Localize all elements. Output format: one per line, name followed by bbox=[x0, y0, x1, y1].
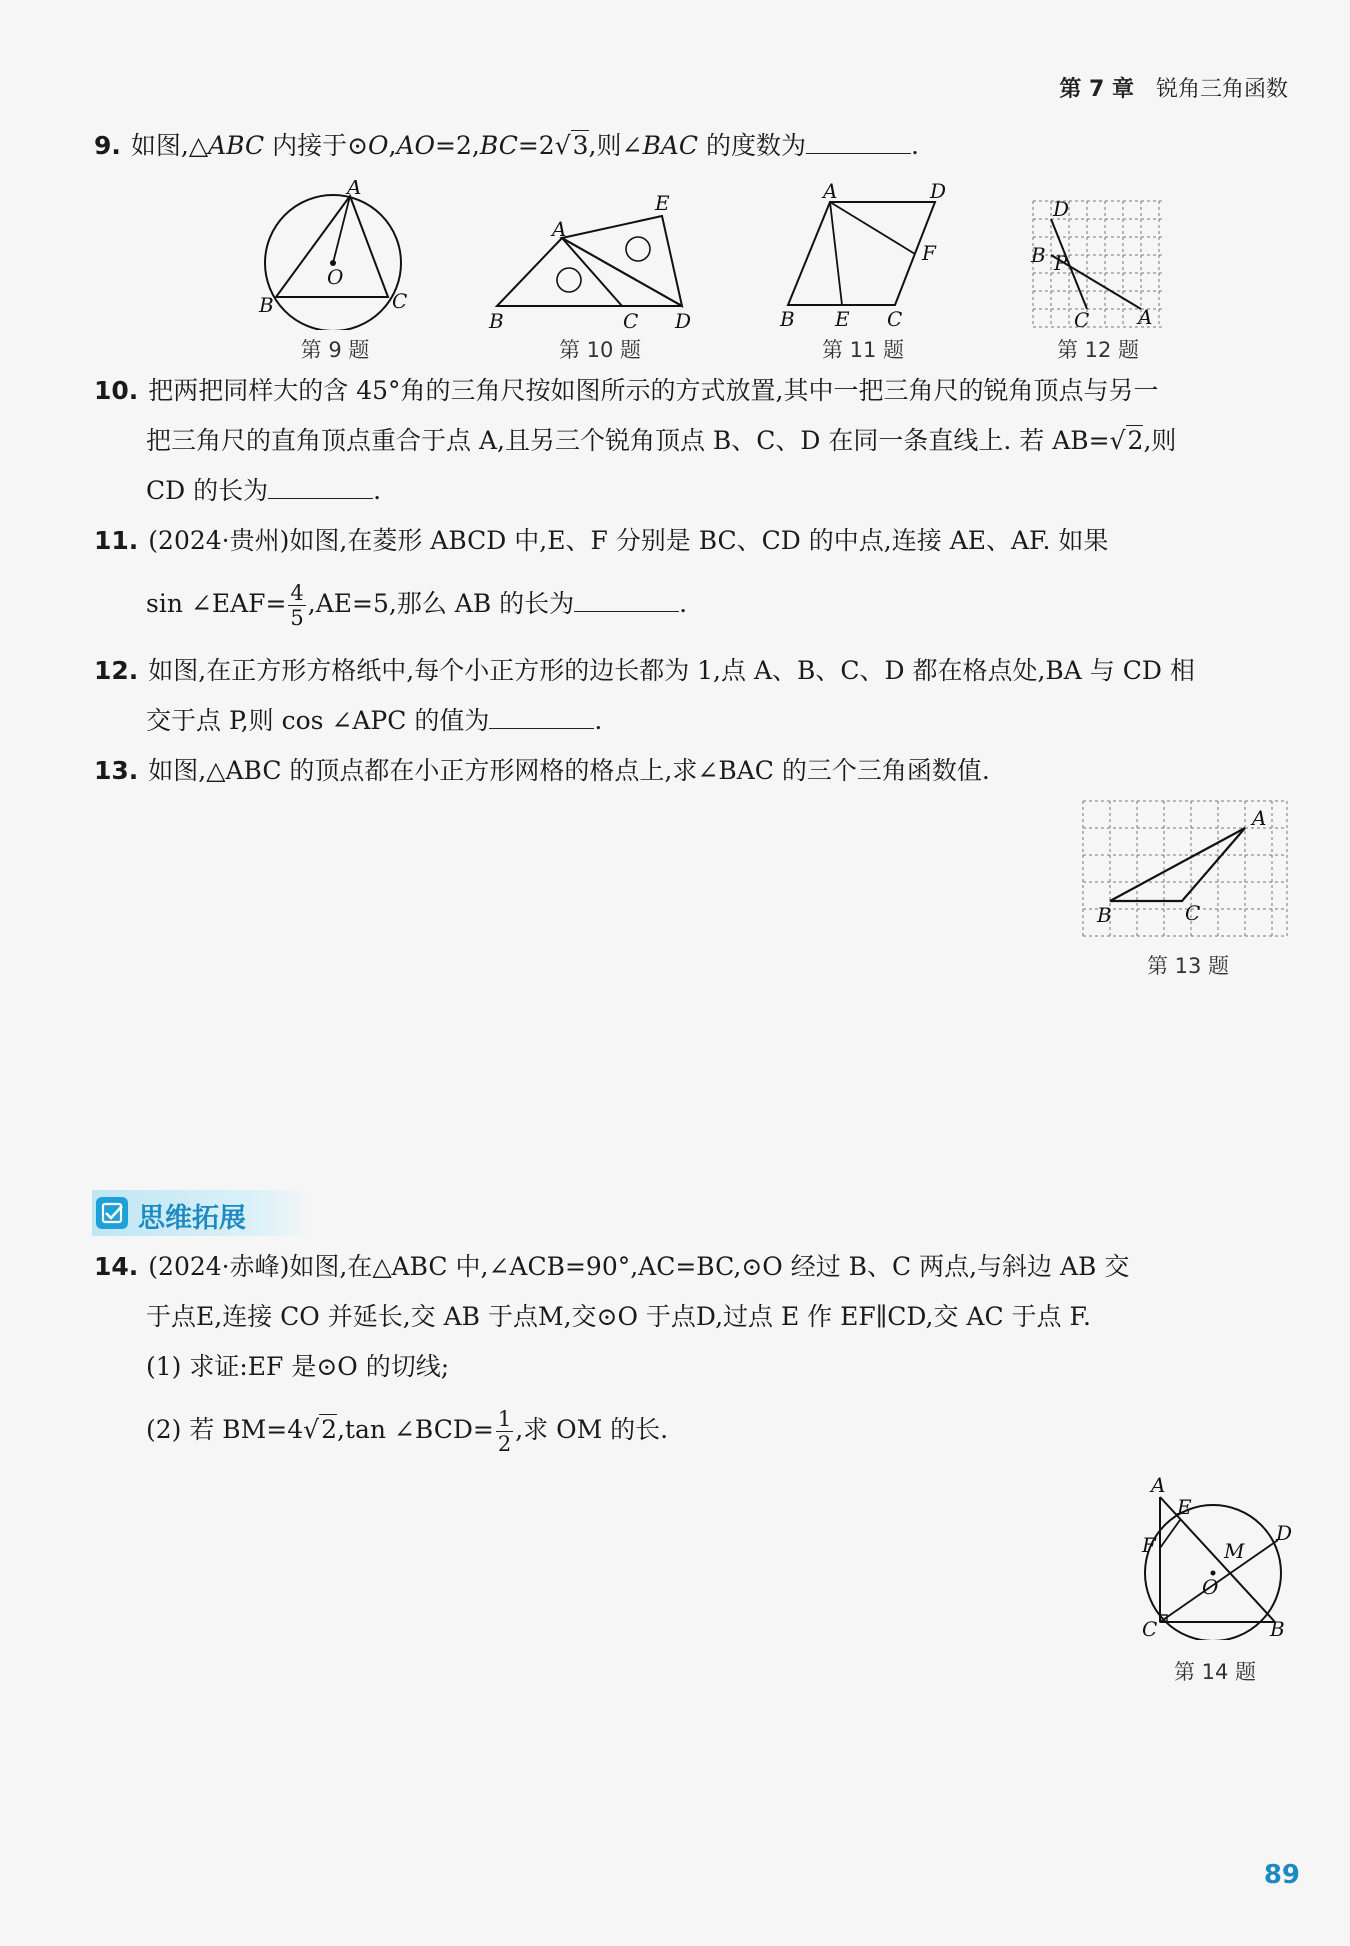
figure-14-caption: 第 14 题 bbox=[1173, 1660, 1257, 1684]
figure-10 bbox=[487, 186, 707, 331]
figure-9 bbox=[255, 180, 415, 330]
figure-10-caption: 第 10 题 bbox=[558, 338, 642, 362]
q9-text-e: =2 bbox=[517, 131, 555, 160]
q9-text-c: , bbox=[388, 131, 397, 160]
figure-14 bbox=[1130, 1470, 1300, 1640]
label-m: M bbox=[1224, 1539, 1245, 1563]
segment-af bbox=[830, 202, 915, 254]
question-11 bbox=[94, 516, 1290, 642]
q9-text-d: =2, bbox=[435, 131, 480, 160]
label-d: D bbox=[1276, 1521, 1293, 1545]
label-d: D bbox=[930, 180, 947, 203]
answer-blank[interactable] bbox=[806, 131, 911, 154]
label-a: A bbox=[552, 217, 567, 241]
figure-11 bbox=[770, 180, 960, 330]
q14-part2-c: ,求 OM 的长. bbox=[515, 1415, 669, 1444]
q9-sqrt: 3 bbox=[572, 131, 589, 160]
label-d: D bbox=[675, 309, 692, 331]
question-number: 13. bbox=[94, 756, 139, 785]
chapter-number: 第 7 章 bbox=[1059, 77, 1134, 102]
q9-text-f: ,则∠ bbox=[588, 131, 643, 160]
label-a: A bbox=[1138, 305, 1153, 329]
q14-part1: (1) 求证:EF 是⊙O 的切线; bbox=[146, 1352, 450, 1381]
fraction-numerator: 4 bbox=[290, 581, 304, 605]
segment-ad bbox=[562, 238, 682, 306]
q11-end: . bbox=[679, 589, 688, 618]
q10-line2-b: ,则 bbox=[1143, 426, 1177, 455]
label-e: E bbox=[835, 307, 850, 330]
q9-text-g: 的度数为 bbox=[698, 131, 806, 160]
segment-ef bbox=[1160, 1520, 1180, 1548]
label-f: F bbox=[1142, 1533, 1156, 1557]
figure-12-caption: 第 12 题 bbox=[1056, 338, 1140, 362]
q11-line2: sin ∠EAF= bbox=[146, 589, 287, 618]
q14-fraction bbox=[496, 1407, 513, 1456]
label-b: B bbox=[1097, 903, 1112, 927]
answer-blank[interactable] bbox=[268, 476, 373, 499]
q9-text: 如图,△ bbox=[130, 131, 209, 160]
figure-11-caption: 第 11 题 bbox=[821, 338, 905, 362]
q9-o: O bbox=[368, 131, 389, 160]
label-c: C bbox=[887, 307, 903, 330]
label-b: B bbox=[489, 309, 504, 331]
label-c: C bbox=[1142, 1617, 1158, 1640]
label-b: B bbox=[780, 307, 795, 330]
chapter-title: 锐角三角函数 bbox=[1155, 77, 1288, 102]
q14-part2-b: ,tan ∠BCD= bbox=[336, 1415, 494, 1444]
label-a: A bbox=[823, 180, 838, 203]
checklist-icon bbox=[96, 1197, 128, 1229]
q10-end: . bbox=[373, 476, 382, 505]
label-b: B bbox=[1270, 1617, 1285, 1640]
question-9: 9. 如图,△ABC 内接于⊙O,AO=2,BC=2√3,则∠BAC 的度数为 . bbox=[94, 131, 919, 160]
q10-line2: 把三角尺的直角顶点重合于点 A,且另三个锐角顶点 B、C、D 在同一条直线上. 若 AB= bbox=[146, 426, 1110, 455]
section-banner bbox=[92, 1190, 312, 1236]
question-number: 9. bbox=[94, 131, 121, 160]
q12-line1: 如图,在正方形方格纸中,每个小正方形的边长都为 1,点 A、B、C、D 都在格点处,BA 与 CD 相 bbox=[148, 656, 1195, 685]
q10-line3: CD 的长为 bbox=[146, 476, 269, 505]
label-o: O bbox=[327, 265, 344, 289]
q9-end: . bbox=[910, 131, 919, 160]
label-a: A bbox=[1151, 1473, 1166, 1497]
label-c: C bbox=[1185, 901, 1201, 925]
label-f: F bbox=[922, 241, 936, 265]
question-number: 14. bbox=[94, 1252, 139, 1281]
label-p: P bbox=[1054, 251, 1068, 275]
chapter-header bbox=[1059, 72, 1288, 103]
fraction-denominator: 5 bbox=[290, 606, 304, 630]
q9-bac: BAC bbox=[642, 131, 698, 160]
triangle-abc bbox=[1110, 828, 1245, 901]
q13-text: 如图,△ABC 的顶点都在小正方形网格的格点上,求∠BAC 的三个三角函数值. bbox=[148, 756, 990, 785]
segment-cd bbox=[1160, 1540, 1278, 1622]
figure-13-caption: 第 13 题 bbox=[1146, 954, 1230, 978]
q12-line2: 交于点 P,则 cos ∠APC 的值为 bbox=[146, 706, 490, 735]
label-a: A bbox=[1252, 806, 1267, 830]
answer-blank[interactable] bbox=[574, 589, 679, 612]
fraction-numerator: 1 bbox=[497, 1407, 512, 1431]
label-e: E bbox=[1177, 1495, 1192, 1519]
label-c: C bbox=[1074, 308, 1090, 331]
q11-line1: (2024·贵州)如图,在菱形 ABCD 中,E、F 分别是 BC、CD 的中点,连接 AE、AF. 如果 bbox=[148, 526, 1109, 555]
q10-line1: 把两把同样大的含 45°角的三角尺按如图所示的方式放置,其中一把三角尺的锐角顶点与另一 bbox=[148, 376, 1159, 405]
figure-13 bbox=[1075, 796, 1295, 941]
section-title: 思维拓展 bbox=[138, 1203, 246, 1234]
segment-ae bbox=[830, 202, 842, 305]
q11-line2-b: ,AE=5,那么 AB 的长为 bbox=[307, 589, 575, 618]
q9-text-b: 内接于⊙ bbox=[264, 131, 369, 160]
label-a: A bbox=[347, 180, 362, 199]
question-13 bbox=[94, 746, 1290, 796]
q14-line2: 于点E,连接 CO 并延长,交 AB 于点M,交⊙O 于点D,过点 E 作 EF∥CD,交 AC 于点 F. bbox=[146, 1302, 1091, 1331]
question-number: 12. bbox=[94, 656, 139, 685]
q9-ao: AO bbox=[396, 131, 436, 160]
q14-part2: (2) 若 BM=4 bbox=[146, 1415, 304, 1444]
label-d: D bbox=[1053, 197, 1070, 221]
ruler-hole-1 bbox=[557, 268, 581, 292]
label-o: O bbox=[1202, 1575, 1219, 1599]
label-c: C bbox=[392, 289, 408, 313]
q14-line1: (2024·赤峰)如图,在△ABC 中,∠ACB=90°,AC=BC,⊙O 经过 B、C 两点,与斜边 AB 交 bbox=[148, 1252, 1130, 1281]
label-b: B bbox=[259, 293, 274, 317]
page-number: 89 bbox=[1263, 1860, 1300, 1890]
q12-end: . bbox=[594, 706, 603, 735]
question-number: 11. bbox=[94, 526, 139, 555]
question-14: 14. (2024·赤峰)如图,在△ABC 中,∠ACB=90°,AC=BC,⊙O 经过 B、C 两点,与斜边 AB 交 于点E,连接 CO 并延长,交 AB 于点M,交⊙O 于点D,过点 E 作 EF∥CD,交 AC 于点 F. (1) 求证:EF 是⊙O 的切线; (2) 若 BM=4√2,tan ∠BCD= $\frac{1}{2}$ ,求 OM 的长. bbox=[94, 1252, 1130, 1456]
q14-sqrt: 2 bbox=[321, 1415, 337, 1444]
figure-12 bbox=[1025, 196, 1170, 331]
question-10: 10. 把两把同样大的含 45°角的三角尺按如图所示的方式放置,其中一把三角尺的锐角顶点与另一 把三角尺的直角顶点重合于点 A,且另三个锐角顶点 B、C、D 在同一条直线上. 若 AB=√2,则 CD 的长为 . bbox=[94, 376, 1177, 505]
label-b: B bbox=[1031, 243, 1046, 267]
figure-9-caption: 第 9 题 bbox=[300, 338, 370, 362]
question-12 bbox=[94, 646, 1290, 746]
ruler-hole-2 bbox=[626, 237, 650, 261]
triangle-aed bbox=[562, 216, 682, 306]
q9-bc: BC bbox=[479, 131, 518, 160]
answer-blank[interactable] bbox=[489, 706, 594, 729]
q9-abc: ABC bbox=[208, 131, 265, 160]
label-c: C bbox=[623, 309, 639, 331]
q10-sqrt: 2 bbox=[1127, 426, 1144, 455]
label-e: E bbox=[655, 191, 670, 215]
fraction-denominator: 2 bbox=[497, 1432, 512, 1456]
question-number: 10. bbox=[94, 376, 139, 405]
q11-fraction bbox=[288, 581, 305, 630]
